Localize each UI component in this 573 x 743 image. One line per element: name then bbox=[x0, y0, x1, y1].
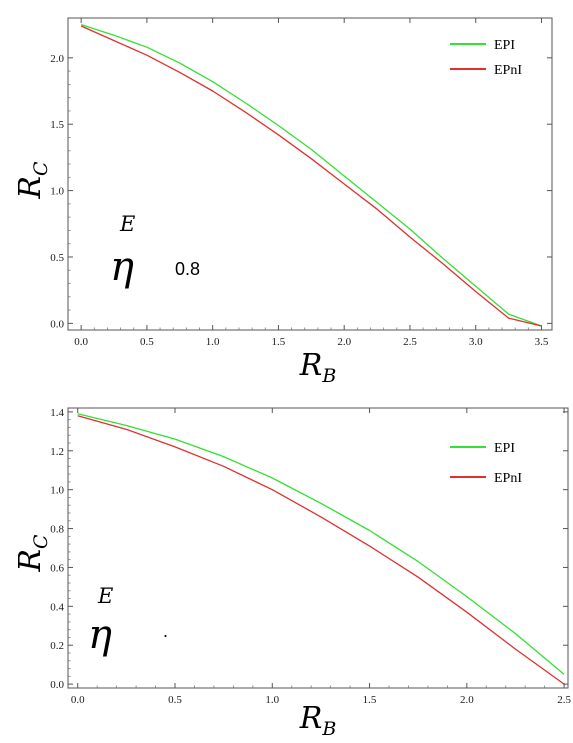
y-tick-label: 0.0 bbox=[50, 318, 64, 331]
x-tick-label: 2.0 bbox=[459, 694, 474, 706]
y-tick-label: 0.5 bbox=[50, 251, 64, 264]
x-tick-label: 3.5 bbox=[534, 336, 549, 348]
y-tick-label: 1.0 bbox=[50, 185, 64, 198]
y-tick-label: 0.8 bbox=[50, 523, 64, 536]
x-axis-title: $R_B$ bbox=[299, 348, 337, 387]
annotation-eta-symbol: η bbox=[110, 244, 134, 290]
y-tick-label: 1.5 bbox=[50, 119, 64, 132]
chart-panel-1 bbox=[13, 18, 552, 387]
x-tick-label: 1.0 bbox=[265, 694, 280, 706]
y-tick-label: 0.0 bbox=[50, 679, 64, 692]
y-tick-label: 1.0 bbox=[50, 484, 64, 497]
x-axis-title: $R_B$ bbox=[299, 701, 337, 740]
y-tick-label: 2.0 bbox=[50, 52, 64, 65]
legend-label: EPI bbox=[494, 441, 515, 456]
y-axis-title: $R_C$ bbox=[13, 161, 52, 199]
x-tick-label: 3.0 bbox=[468, 336, 483, 348]
series-line-epni bbox=[78, 416, 564, 684]
annotation-value: 0.8 bbox=[175, 259, 201, 279]
y-tick-label: 0.2 bbox=[50, 640, 64, 653]
y-tick-label: 0.6 bbox=[50, 562, 64, 575]
annotation-superscript: E bbox=[98, 584, 114, 608]
x-tick-label: 0.5 bbox=[140, 336, 154, 348]
annotation-value: . bbox=[163, 621, 169, 641]
x-tick-label: 2.5 bbox=[557, 694, 571, 706]
annotation-eta-symbol: η bbox=[88, 612, 112, 658]
chart-panel-2 bbox=[13, 407, 571, 740]
y-axis-title: $R_C$ bbox=[13, 534, 52, 572]
series-line-epni bbox=[81, 26, 541, 326]
x-tick-label: 2.5 bbox=[403, 336, 417, 348]
legend-label: EPI bbox=[494, 38, 515, 53]
series-line-epi bbox=[78, 414, 564, 675]
annotation-superscript: E bbox=[120, 212, 136, 236]
y-tick-label: 1.4 bbox=[50, 406, 64, 419]
x-tick-label: 1.5 bbox=[271, 336, 286, 348]
x-tick-label: 0.0 bbox=[70, 694, 85, 706]
y-tick-label: 0.4 bbox=[50, 601, 64, 614]
x-tick-label: 0.5 bbox=[168, 694, 182, 706]
x-tick-label: 0.0 bbox=[74, 336, 89, 348]
y-tick-label: 1.2 bbox=[50, 445, 64, 458]
x-tick-label: 2.0 bbox=[337, 336, 352, 348]
plot-frame bbox=[68, 18, 552, 330]
plot-frame bbox=[68, 408, 568, 688]
legend-label: EPnI bbox=[494, 471, 522, 486]
x-tick-label: 1.5 bbox=[362, 694, 377, 706]
x-tick-label: 1.0 bbox=[205, 336, 220, 348]
legend-label: EPnI bbox=[494, 63, 522, 78]
